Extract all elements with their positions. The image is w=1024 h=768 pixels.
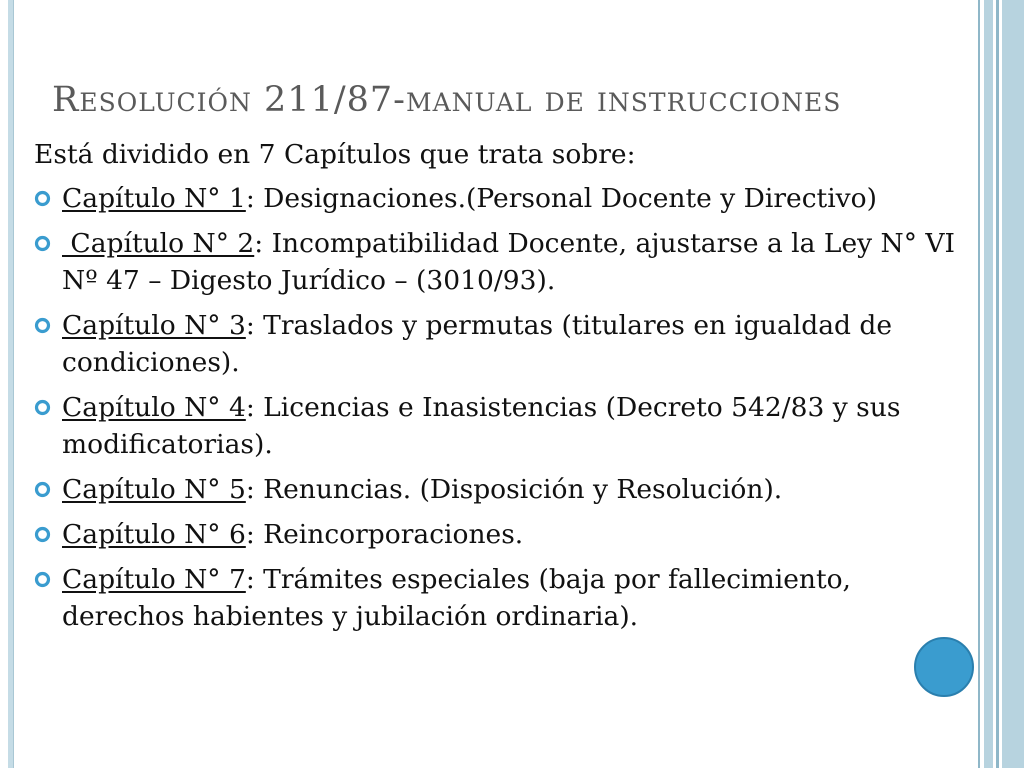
chapter-label: Capítulo N° 6 [62, 519, 246, 550]
blue-circle-decoration [914, 637, 974, 697]
chapter-text: : Incompatibilidad Docente, ajustarse a la Ley N° VI Nº 47 – Digesto Jurídico – (3010/93). [62, 228, 956, 296]
circle-bullet-icon [34, 317, 51, 334]
chapter-label: Capítulo N° 3 [62, 310, 246, 341]
intro-text: Está dividido en 7 Capítulos que trata sobre: [34, 139, 636, 170]
circle-bullet-icon [34, 399, 51, 416]
circle-bullet-icon [34, 235, 51, 252]
chapter-label: Capítulo N° 1 [62, 183, 246, 214]
chapter-text: : Traslados y permutas (titulares en igualdad de condiciones). [62, 310, 893, 378]
circle-bullet-icon [34, 190, 51, 207]
list-item [34, 180, 964, 217]
list-item [34, 561, 964, 635]
list-item [34, 225, 964, 299]
chapter-text: : Trámites especiales (baja por fallecimiento, derechos habientes y jubilación ordinaria). [62, 564, 851, 632]
chapter-text: : Renuncias. (Disposición y Resolución). [245, 474, 783, 505]
chapter-label: Capítulo N° 7 [62, 564, 246, 595]
left-border-decoration [8, 0, 14, 768]
chapter-list [34, 180, 964, 635]
chapter-label: Capítulo N° 2 [62, 228, 255, 259]
list-item [34, 389, 964, 463]
chapter-text: : Designaciones.(Personal Docente y Directivo) [245, 183, 877, 214]
chapter-label: Capítulo N° 5 [62, 474, 246, 505]
slide-title: Resolución 211/87-manual de instrucciones [52, 80, 842, 120]
chapter-label: Capítulo N° 4 [62, 392, 246, 423]
circle-bullet-icon [34, 526, 51, 543]
list-item [34, 471, 964, 508]
chapter-text: : Reincorporaciones. [245, 519, 524, 550]
circle-bullet-icon [34, 481, 51, 498]
right-stripes-decoration [978, 0, 1024, 768]
list-item [34, 516, 964, 553]
chapter-text: : Licencias e Inasistencias (Decreto 542/83 y sus modificatorias). [62, 392, 901, 460]
circle-bullet-icon [34, 571, 51, 588]
list-item [34, 307, 964, 381]
slide-content [34, 136, 964, 643]
